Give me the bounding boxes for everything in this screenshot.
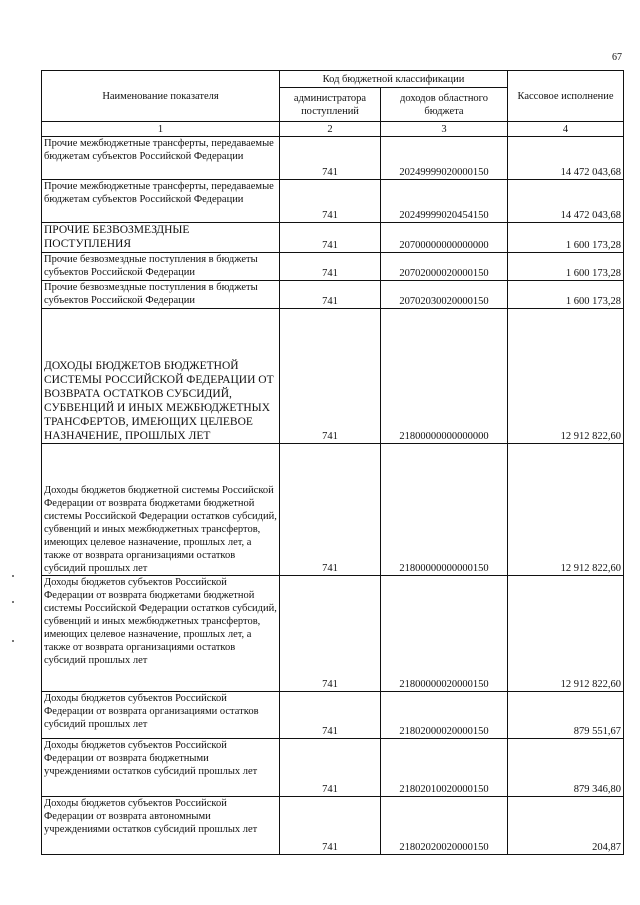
table-row bbox=[42, 281, 624, 309]
header-classification-code: Код бюджетной классификации bbox=[280, 71, 508, 88]
header-administrator: администратора поступлений bbox=[280, 88, 381, 122]
row-name: Доходы бюджетов бюджетной системы Российской Федерации от возврата бюджетами бюджетной системы Российской Федерации остатков субсидий, субвенций и иных межбюджетных трансфертов, имеющих целевое назначение, прошлых лет, а также от возврата организациями остатков субсидий прошлых лет bbox=[42, 444, 280, 576]
row-name: Прочие межбюджетные трансферты, передаваемые бюджетам субъектов Российской Федерации bbox=[42, 180, 280, 223]
row-income-code: 20249999020454150 bbox=[381, 180, 508, 223]
table-row bbox=[42, 137, 624, 180]
row-amount: 204,87 bbox=[508, 797, 624, 855]
row-admin-code: 741 bbox=[280, 281, 381, 309]
row-income-code: 21802000020000150 bbox=[381, 692, 508, 739]
col-number-1: 1 bbox=[42, 122, 280, 137]
row-amount: 12 912 822,60 bbox=[508, 576, 624, 692]
row-amount: 1 600 173,28 bbox=[508, 253, 624, 281]
table-row bbox=[42, 576, 624, 692]
row-admin-code: 741 bbox=[280, 576, 381, 692]
row-income-code: 21802020020000150 bbox=[381, 797, 508, 855]
row-amount: 14 472 043,68 bbox=[508, 137, 624, 180]
scan-speck bbox=[12, 575, 14, 577]
col-number-2: 2 bbox=[280, 122, 381, 137]
table-row bbox=[42, 797, 624, 855]
row-admin-code: 741 bbox=[280, 797, 381, 855]
table-row bbox=[42, 692, 624, 739]
scan-speck bbox=[12, 601, 14, 603]
row-name: Доходы бюджетов субъектов Российской Федерации от возврата бюджетными учреждениями остатков субсидий прошлых лет bbox=[42, 739, 280, 797]
row-income-code: 21800000000000000 bbox=[381, 309, 508, 444]
row-admin-code: 741 bbox=[280, 309, 381, 444]
row-income-code: 21800000020000150 bbox=[381, 576, 508, 692]
row-name: Доходы бюджетов субъектов Российской Федерации от возврата организациями остатков субсидий прошлых лет bbox=[42, 692, 280, 739]
row-admin-code: 741 bbox=[280, 444, 381, 576]
row-amount: 1 600 173,28 bbox=[508, 223, 624, 253]
row-admin-code: 741 bbox=[280, 137, 381, 180]
row-name: ДОХОДЫ БЮДЖЕТОВ БЮДЖЕТНОЙ СИСТЕМЫ РОССИЙСКОЙ ФЕДЕРАЦИИ ОТ ВОЗВРАТА ОСТАТКОВ СУБСИДИЙ, СУБВЕНЦИЙ И ИНЫХ МЕЖБЮДЖЕТНЫХ ТРАНСФЕРТОВ, ИМЕЮЩИХ ЦЕЛЕВОЕ НАЗНАЧЕНИЕ, ПРОШЛЫХ ЛЕТ bbox=[42, 309, 280, 444]
header-indicator-name: Наименование показателя bbox=[42, 71, 280, 122]
row-admin-code: 741 bbox=[280, 739, 381, 797]
row-amount: 12 912 822,60 bbox=[508, 444, 624, 576]
row-admin-code: 741 bbox=[280, 692, 381, 739]
row-admin-code: 741 bbox=[280, 253, 381, 281]
col-number-3: 3 bbox=[381, 122, 508, 137]
row-admin-code: 741 bbox=[280, 223, 381, 253]
row-admin-code: 741 bbox=[280, 180, 381, 223]
table-row bbox=[42, 223, 624, 253]
row-income-code: 20700000000000000 bbox=[381, 223, 508, 253]
page-number: 67 bbox=[612, 52, 622, 63]
row-name: Доходы бюджетов субъектов Российской Федерации от возврата бюджетами бюджетной системы Российской Федерации остатков субсидий, субвенций и иных межбюджетных трансфертов, имеющих целевое назначение, прошлых лет, а также от возврата организациями остатков субсидий прошлых лет bbox=[42, 576, 280, 692]
table-row bbox=[42, 253, 624, 281]
budget-report-table bbox=[41, 70, 624, 855]
header-regional-income: доходов областного бюджета bbox=[381, 88, 508, 122]
table-row bbox=[42, 309, 624, 444]
row-amount: 14 472 043,68 bbox=[508, 180, 624, 223]
row-name: Прочие безвозмездные поступления в бюджеты субъектов Российской Федерации bbox=[42, 281, 280, 309]
header-cash-execution: Кассовое исполнение bbox=[508, 71, 624, 122]
column-number-row bbox=[42, 122, 624, 137]
row-amount: 879 346,80 bbox=[508, 739, 624, 797]
row-name: Доходы бюджетов субъектов Российской Федерации от возврата автономными учреждениями остатков субсидий прошлых лет bbox=[42, 797, 280, 855]
row-name: ПРОЧИЕ БЕЗВОЗМЕЗДНЫЕ ПОСТУПЛЕНИЯ bbox=[42, 223, 280, 253]
row-income-code: 20702000020000150 bbox=[381, 253, 508, 281]
table-row bbox=[42, 444, 624, 576]
row-income-code: 20702030020000150 bbox=[381, 281, 508, 309]
row-income-code: 21800000000000150 bbox=[381, 444, 508, 576]
row-amount: 1 600 173,28 bbox=[508, 281, 624, 309]
col-number-4: 4 bbox=[508, 122, 624, 137]
row-name: Прочие безвозмездные поступления в бюджеты субъектов Российской Федерации bbox=[42, 253, 280, 281]
table-row bbox=[42, 739, 624, 797]
row-income-code: 21802010020000150 bbox=[381, 739, 508, 797]
row-amount: 879 551,67 bbox=[508, 692, 624, 739]
scan-speck bbox=[12, 640, 14, 642]
row-name: Прочие межбюджетные трансферты, передаваемые бюджетам субъектов Российской Федерации bbox=[42, 137, 280, 180]
row-income-code: 20249999020000150 bbox=[381, 137, 508, 180]
row-amount: 12 912 822,60 bbox=[508, 309, 624, 444]
table-row bbox=[42, 180, 624, 223]
